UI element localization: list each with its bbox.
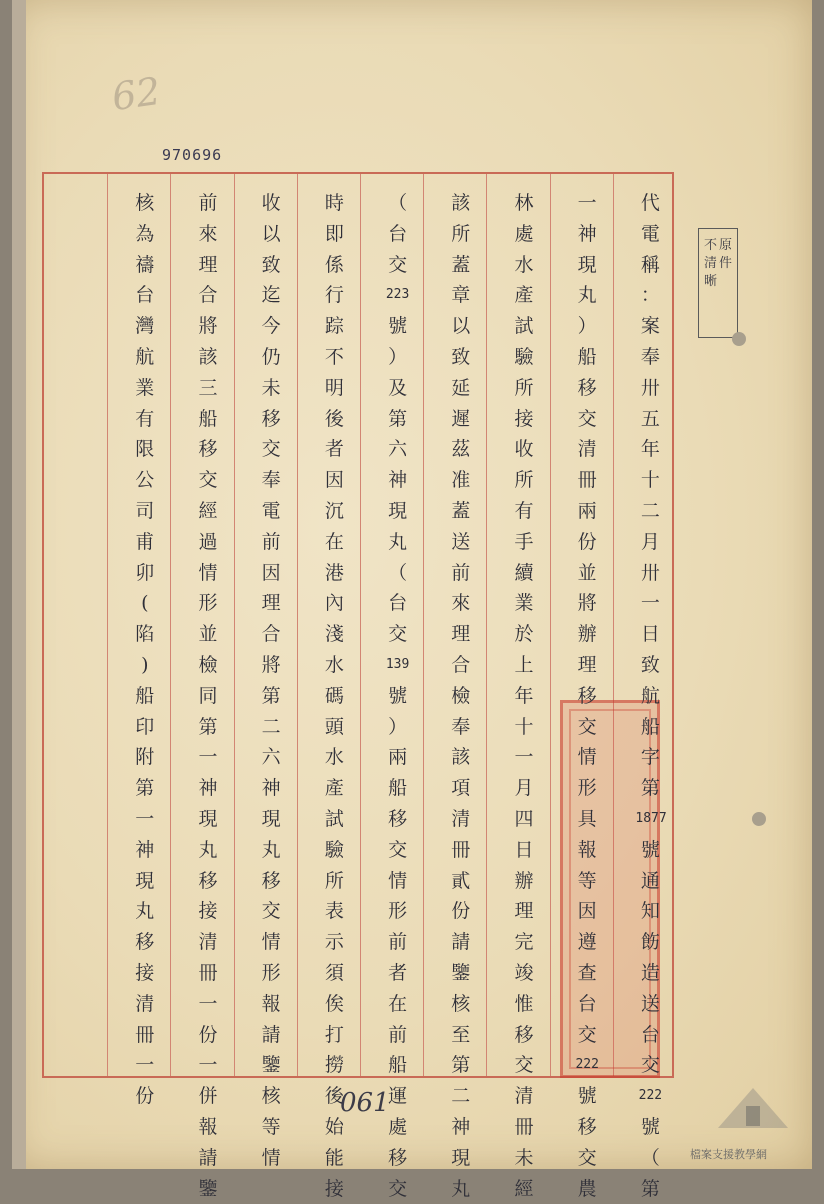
side-note-column: 原 件 (719, 238, 733, 271)
page-number: 061 (340, 1088, 390, 1118)
text-column: 一 神 現 丸 ） 船 移 交 清 冊 兩 份 並 將 辦 理 移 交 情 形 具 報 等 因 遵 查 台 交 222 號 移 交 農 (575, 192, 599, 1200)
text-column: （ 台 交 223 號 ） 及 第 六 神 現 丸 （ 台 交 139 號 ） 兩 船 移 交 情 形 前 者 在 前 船 運 處 移 交 (385, 192, 410, 1200)
watermark-text: 檔案支援教學網 (690, 1148, 767, 1161)
grid-line (360, 174, 361, 1076)
punch-hole (752, 812, 766, 826)
text-column: 時 即 係 行 踪 不 明 後 者 因 沉 在 港 內 淺 水 碼 頭 水 產 試 驗 所 表 示 須 俟 打 撈 後 始 能 接 (324, 192, 344, 1200)
text-column: 前 來 理 合 將 該 三 船 移 交 經 過 情 形 並 檢 同 第 一 神 現 丸 移 接 清 冊 一 份 一 併 報 請 鑒 (198, 192, 218, 1200)
grid-line (297, 174, 298, 1076)
text-column: 代 電 稱 ： 案 奉 卅 五 年 十 二 月 卅 一 日 致 航 船 字 第 1877 號 通 知 飭 造 送 台 交 222 號 （ 第 (635, 192, 667, 1200)
text-column: 核 為 禱 台 灣 航 業 有 限 公 司 甫 卯 ( 陷 ) 船 印 附 第 一 神 現 丸 移 接 清 冊 一 份 (135, 192, 155, 1108)
grid-line (107, 174, 108, 1076)
pencil-mark: 62 (109, 68, 164, 120)
grid-line (486, 174, 487, 1076)
torn-edge (12, 0, 26, 1169)
side-note-column: 不 清 晰 (703, 238, 717, 289)
serial-number: 970696 (162, 146, 223, 164)
grid-line (423, 174, 424, 1076)
archive-logo-icon (708, 1078, 798, 1138)
text-column: 收 以 致 迄 今 仍 未 移 交 奉 電 前 因 理 合 將 第 二 六 神 現 丸 移 交 情 形 報 請 鑒 核 等 情 (261, 192, 281, 1169)
grid-line (234, 174, 235, 1076)
grid-line (170, 174, 171, 1076)
text-column: 林 處 水 產 試 驗 所 接 收 所 有 手 續 業 於 上 年 十 一 月 四 日 辦 理 完 竣 惟 移 交 清 冊 未 經 (514, 192, 534, 1200)
punch-hole (732, 332, 746, 346)
text-column: 該 所 蓋 章 以 致 延 遲 茲 准 蓋 送 前 來 理 合 檢 奉 該 項 清 冊 貳 份 請 鑒 核 至 第 二 神 現 丸 (451, 192, 471, 1200)
grid-line (550, 174, 551, 1076)
side-note-box (698, 228, 738, 338)
